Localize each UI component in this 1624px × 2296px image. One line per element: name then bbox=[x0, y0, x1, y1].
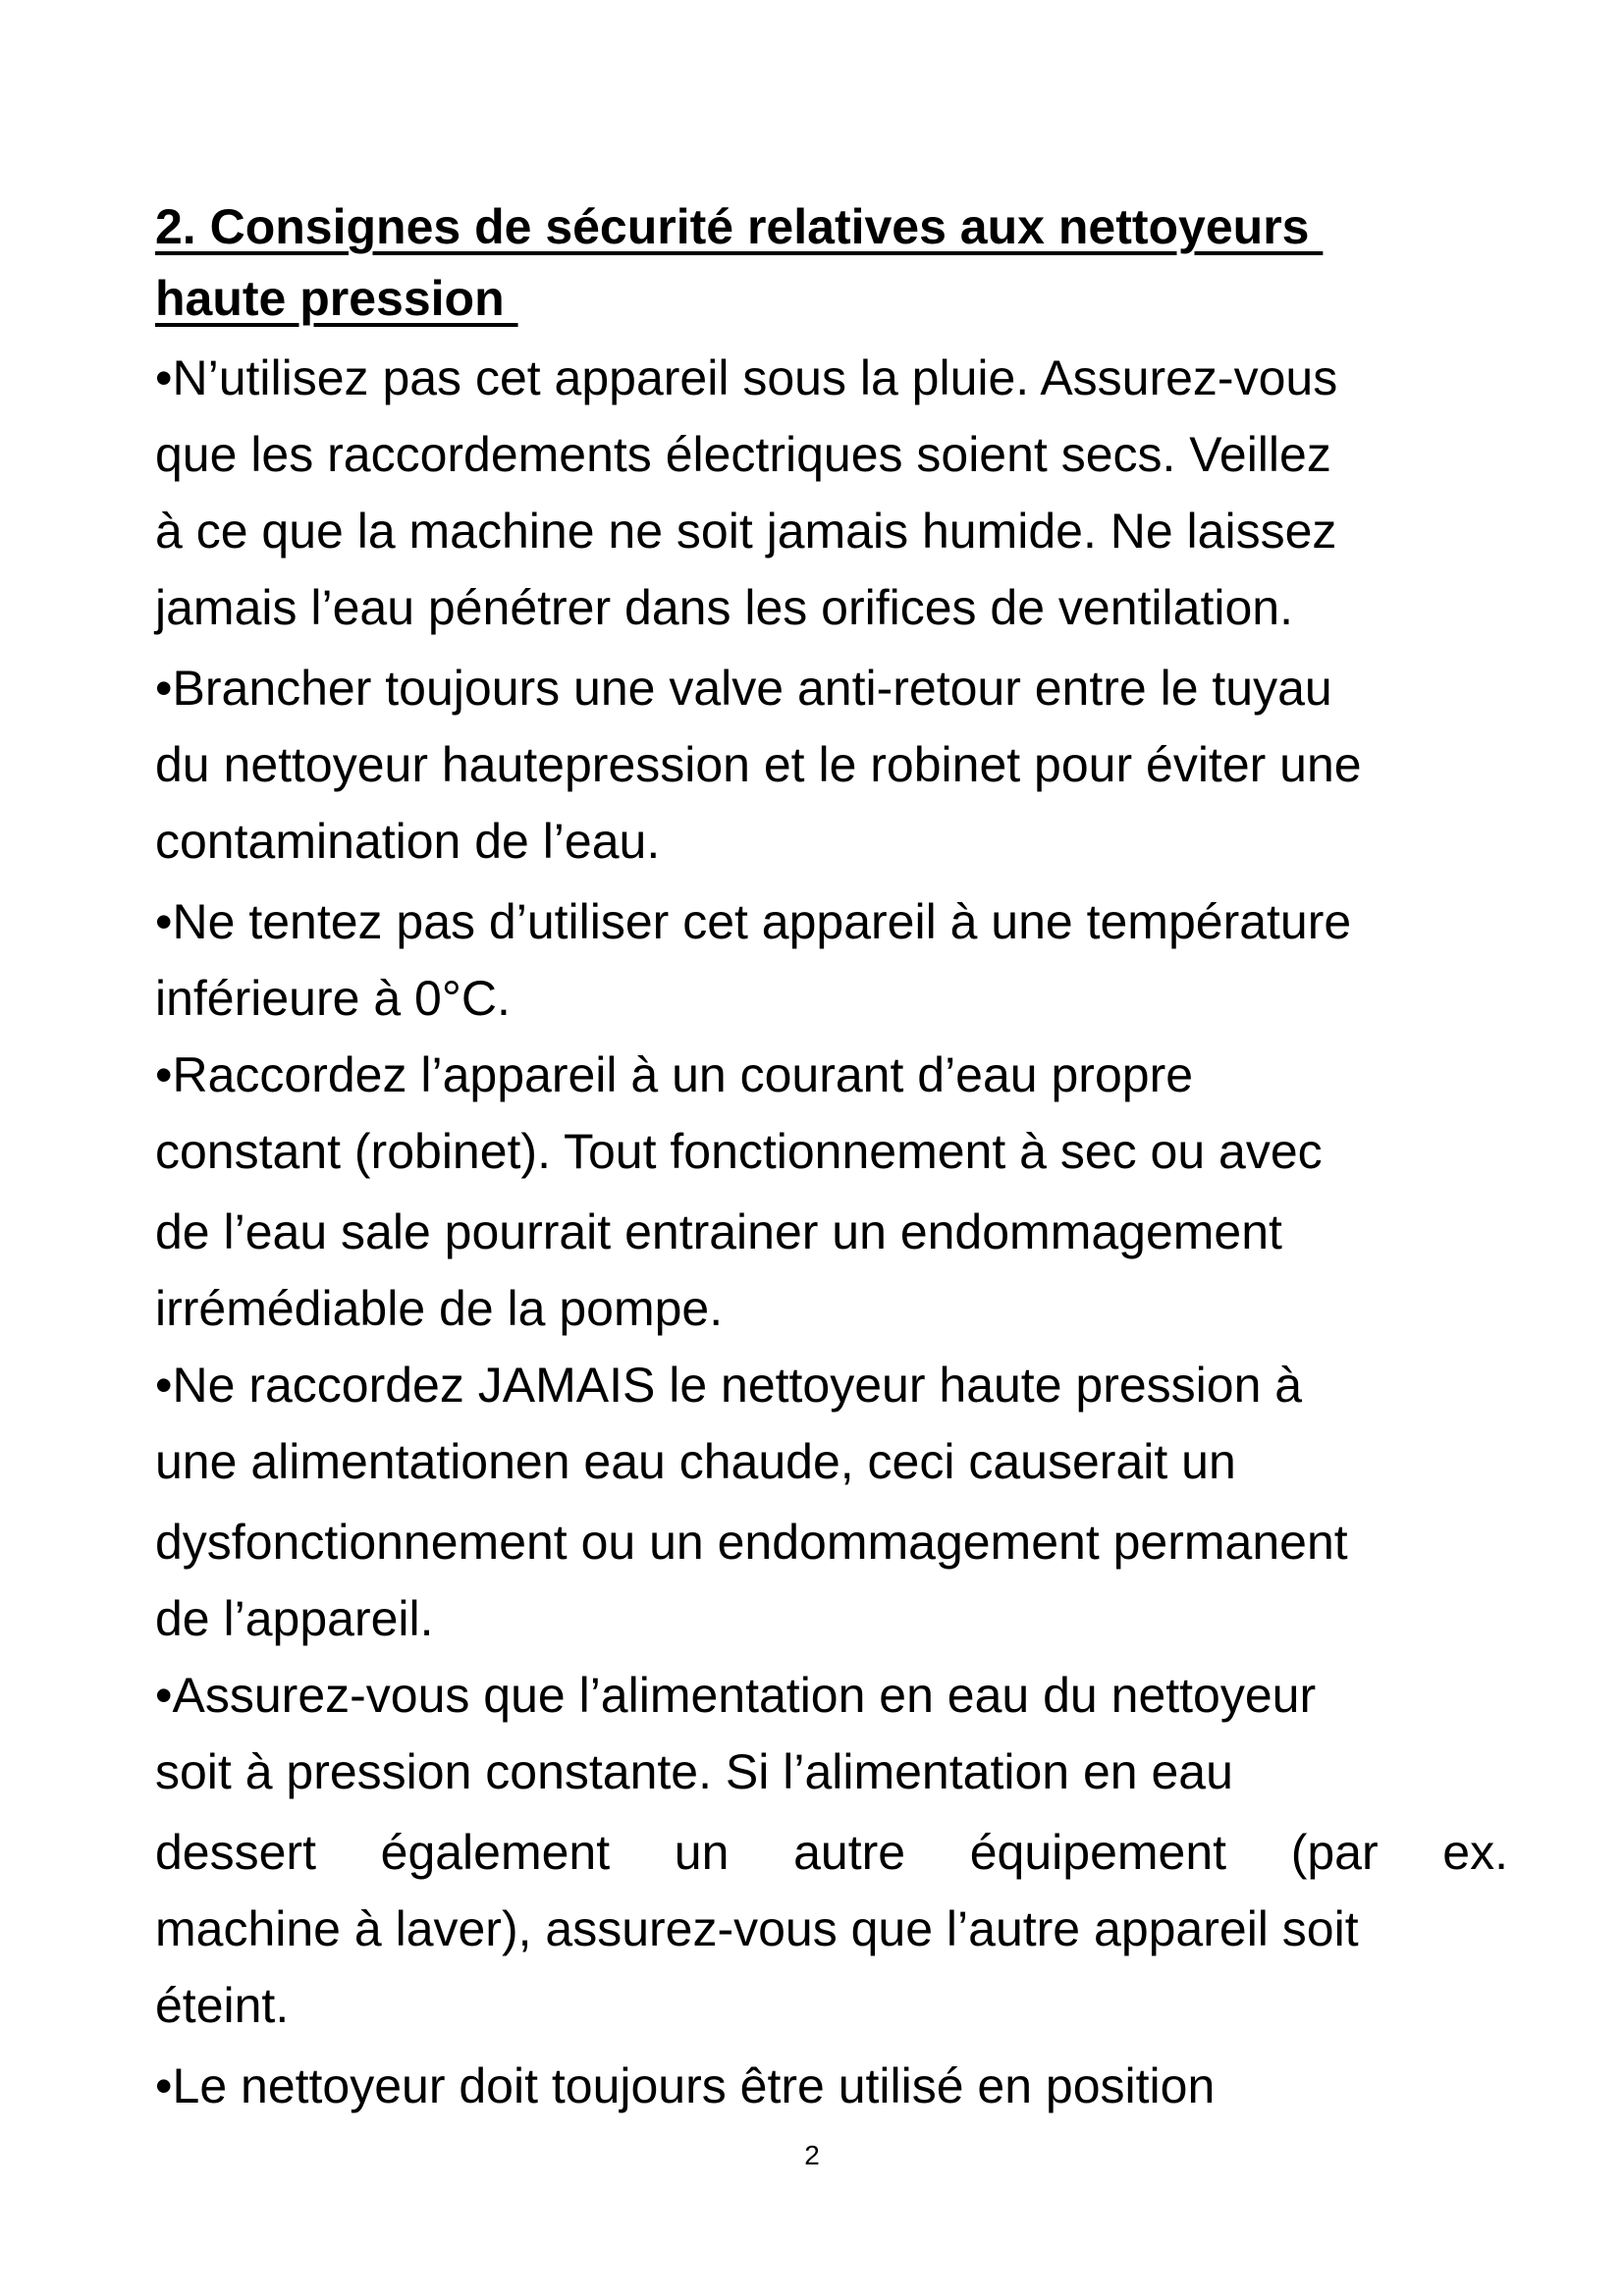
body-line: éteint. bbox=[155, 1978, 290, 2033]
page-number: 2 bbox=[804, 2140, 820, 2170]
body-line: dysfonctionnement ou un endommagement permanent bbox=[155, 1515, 1348, 1570]
body-line: dessert également un autre équipement (par ex. bbox=[155, 1825, 1508, 1880]
body-line: •Le nettoyeur doit toujours être utilisé en position bbox=[155, 2058, 1216, 2113]
body-line: •Ne raccordez JAMAIS le nettoyeur haute pression à bbox=[155, 1358, 1303, 1413]
section-heading-line-2: haute pression bbox=[155, 271, 518, 326]
body-line: à ce que la machine ne soit jamais humide. Ne laissez bbox=[155, 504, 1337, 559]
body-line: •Brancher toujours une valve anti-retour entre le tuyau bbox=[155, 661, 1332, 716]
body-line: que les raccordements électriques soient secs. Veillez bbox=[155, 427, 1331, 482]
section-heading-line-1: 2. Consignes de sécurité relatives aux nettoyeurs bbox=[155, 199, 1324, 254]
body-line: contamination de l’eau. bbox=[155, 814, 661, 869]
body-line: •Assurez-vous que l’alimentation en eau du nettoyeur bbox=[155, 1668, 1317, 1723]
body-line: constant (robinet). Tout fonctionnement à sec ou avec bbox=[155, 1124, 1323, 1179]
body-line: irrémédiable de la pompe. bbox=[155, 1281, 724, 1336]
body-line: de l’appareil. bbox=[155, 1591, 434, 1646]
body-line: soit à pression constante. Si l’alimentation en eau bbox=[155, 1744, 1233, 1799]
body-line: •Raccordez l’appareil à un courant d’eau propre bbox=[155, 1047, 1194, 1102]
body-line: une alimentationen eau chaude, ceci causerait un bbox=[155, 1434, 1236, 1489]
body-line: de l’eau sale pourrait entrainer un endommagement bbox=[155, 1204, 1282, 1259]
body-line: du nettoyeur hautepression et le robinet pour éviter une bbox=[155, 737, 1362, 792]
body-line: jamais l’eau pénétrer dans les orifices de ventilation. bbox=[155, 580, 1293, 635]
body-line: machine à laver), assurez-vous que l’autre appareil soit bbox=[155, 1901, 1359, 1956]
body-line: •Ne tentez pas d’utiliser cet appareil à une température bbox=[155, 894, 1352, 949]
body-line: •N’utilisez pas cet appareil sous la pluie. Assurez-vous bbox=[155, 350, 1338, 405]
body-line: inférieure à 0°C. bbox=[155, 971, 511, 1026]
